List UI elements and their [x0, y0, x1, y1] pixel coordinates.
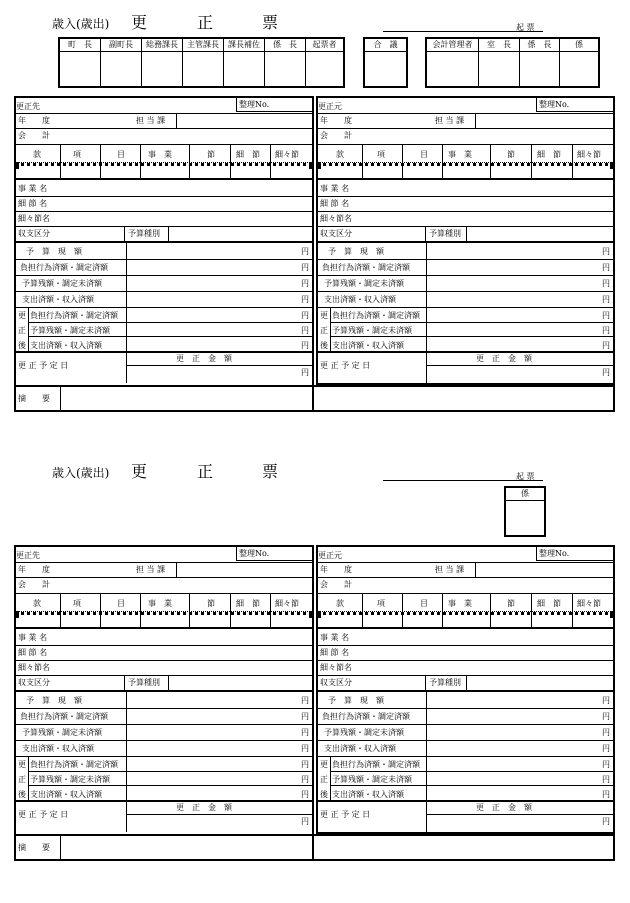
after-side-1: 更	[320, 760, 328, 769]
stamp-cell[interactable]: 係	[506, 488, 544, 535]
row-shishutsu: 支出済額・収入済額	[324, 744, 396, 753]
after-row-futan: 負担行為済額・調定済額	[332, 760, 420, 769]
col-kan: 款	[33, 599, 41, 608]
form-title-char-3: 票	[262, 13, 281, 32]
yen: 円	[301, 341, 309, 350]
jigyo-label: 事 業 名	[320, 633, 350, 642]
form-title-char-2: 正	[197, 462, 216, 481]
kosei-yotei-label: 更 正 予 定 日	[320, 810, 371, 819]
row-zan: 予算残額・調定未済額	[324, 279, 404, 288]
stamp-cell[interactable]: 町 長	[60, 39, 101, 86]
left-panel-head: 更正先	[16, 102, 40, 111]
tekiyo-label: 摘 要	[18, 394, 50, 403]
yosan-shubetsu-label: 予算種別	[128, 678, 160, 687]
after-row-shishutsu: 支出済額・収入済額	[30, 790, 102, 799]
yen: 円	[602, 368, 610, 377]
nendo-label: 年 度	[18, 116, 50, 125]
col-setsu: 節	[507, 150, 515, 159]
yen: 円	[602, 817, 610, 826]
col-moku: 目	[117, 599, 125, 608]
col-jigyo: 事 業	[448, 150, 472, 159]
form-title-char-1: 更	[131, 13, 150, 32]
tekiyo-box[interactable]	[14, 385, 615, 412]
col-setsu: 節	[507, 599, 515, 608]
col-ko: 項	[377, 150, 385, 159]
yen: 円	[602, 790, 610, 799]
tekiyo-label: 摘 要	[18, 843, 50, 852]
after-row-zan: 予算残額・調定未済額	[332, 326, 412, 335]
shushi-label: 収支区分	[320, 678, 352, 687]
kosei-kingaku-label: 更 正 金 額	[476, 354, 532, 363]
kosei-yotei-label: 更 正 予 定 日	[320, 361, 371, 370]
row-zan: 予算残額・調定未済額	[324, 728, 404, 737]
after-side-3: 後	[18, 341, 26, 350]
after-side-3: 後	[320, 790, 328, 799]
yosan-shubetsu-label: 予算種別	[128, 229, 160, 238]
tanto-label: 担 当 課	[136, 116, 166, 125]
yen: 円	[301, 744, 309, 753]
kaikei-label: 会 計	[320, 580, 352, 589]
stamp-cell[interactable]: 総務課長	[142, 39, 183, 86]
yen: 円	[602, 295, 610, 304]
seiri-label: 整理No.	[239, 549, 270, 558]
yen: 円	[602, 696, 610, 705]
col-ko: 項	[73, 599, 81, 608]
row-shishutsu: 支出済額・収入済額	[22, 295, 94, 304]
stamp-cell[interactable]: 起票者	[306, 39, 343, 86]
form-lower	[0, 449, 630, 899]
stamp-cell[interactable]: 室 長	[479, 39, 520, 86]
shushi-label: 収支区分	[18, 678, 50, 687]
seiri-label: 整理No.	[239, 100, 270, 109]
jigyo-label: 事 業 名	[18, 184, 48, 193]
col-saisai: 細々節	[275, 599, 299, 608]
row-futan: 負担行為済額・調定済額	[20, 712, 108, 721]
kian-label: 起 票	[516, 472, 535, 481]
col-saisai: 細々節	[577, 599, 601, 608]
col-saisetsu: 細 節	[236, 150, 260, 159]
seiri-label: 整理No.	[539, 100, 570, 109]
stamp-cell[interactable]: 係 長	[520, 39, 560, 86]
nendo-label: 年 度	[18, 565, 50, 574]
yen: 円	[602, 728, 610, 737]
yen: 円	[602, 326, 610, 335]
after-side-2: 正	[18, 326, 26, 335]
yosan-shubetsu-label: 予算種別	[429, 678, 461, 687]
yen: 円	[602, 311, 610, 320]
col-saisetsu: 細 節	[236, 599, 260, 608]
yen: 円	[602, 744, 610, 753]
col-setsu: 節	[207, 599, 215, 608]
kian-label: 起 票	[516, 23, 535, 32]
approval-stamp-box-accounting	[425, 37, 600, 88]
col-ko: 項	[377, 599, 385, 608]
col-saisai: 細々節	[577, 150, 601, 159]
after-side-1: 更	[320, 311, 328, 320]
row-yosan: 予 算 現 額	[328, 247, 384, 256]
stamp-cell[interactable]: 係 長	[265, 39, 306, 86]
form-title-char-1: 更	[131, 462, 150, 481]
after-row-zan: 予算残額・調定未済額	[30, 775, 110, 784]
yen: 円	[301, 326, 309, 335]
form-upper	[0, 0, 630, 450]
yosan-shubetsu-label: 予算種別	[429, 229, 461, 238]
row-shishutsu: 支出済額・収入済額	[324, 295, 396, 304]
saisai-label: 細々節名	[18, 663, 50, 672]
tanto-label: 担 当 課	[435, 565, 465, 574]
col-ko: 項	[73, 150, 81, 159]
kaikei-label: 会 計	[18, 131, 50, 140]
nendo-label: 年 度	[320, 116, 352, 125]
right-panel-head: 更正元	[318, 551, 342, 560]
col-moku: 目	[117, 150, 125, 159]
yen: 円	[602, 279, 610, 288]
saisetsu-label: 細 節 名	[18, 199, 48, 208]
kaikei-label: 会 計	[320, 131, 352, 140]
yen: 円	[301, 696, 309, 705]
after-side-2: 正	[320, 326, 328, 335]
jigyo-label: 事 業 名	[18, 633, 48, 642]
saisai-label: 細々節名	[320, 663, 352, 672]
after-side-3: 後	[18, 790, 26, 799]
col-saisai: 細々節	[275, 150, 299, 159]
yen: 円	[301, 247, 309, 256]
yen: 円	[602, 712, 610, 721]
after-row-zan: 予算残額・調定未済額	[332, 775, 412, 784]
after-side-2: 正	[18, 775, 26, 784]
saisai-label: 細々節名	[320, 214, 352, 223]
col-kan: 款	[336, 150, 344, 159]
col-saisetsu: 細 節	[537, 599, 561, 608]
yen: 円	[301, 790, 309, 799]
stamp-cell[interactable]: 合 議	[365, 39, 406, 86]
right-panel	[316, 96, 615, 385]
col-kan: 款	[33, 150, 41, 159]
after-row-shishutsu: 支出済額・収入済額	[30, 341, 102, 350]
yen: 円	[301, 311, 309, 320]
approval-stamp-box-main	[58, 37, 345, 88]
row-zan: 予算残額・調定未済額	[22, 728, 102, 737]
col-jigyo: 事 業	[148, 599, 172, 608]
approval-stamp-box-single	[504, 486, 546, 537]
kosei-kingaku-label: 更 正 金 額	[476, 803, 532, 812]
tanto-label: 担 当 課	[136, 565, 166, 574]
after-row-futan: 負担行為済額・調定済額	[30, 311, 118, 320]
yen: 円	[602, 760, 610, 769]
stamp-cell[interactable]: 課長補佐	[224, 39, 265, 86]
row-yosan: 予 算 現 額	[26, 696, 82, 705]
kosei-yotei-label: 更 正 予 定 日	[18, 810, 69, 819]
after-side-1: 更	[18, 311, 26, 320]
shushi-label: 収支区分	[18, 229, 50, 238]
tekiyo-box[interactable]	[14, 834, 615, 861]
yen: 円	[602, 263, 610, 272]
after-row-futan: 負担行為済額・調定済額	[30, 760, 118, 769]
after-row-zan: 予算残額・調定未済額	[30, 326, 110, 335]
form-title-char-2: 正	[197, 13, 216, 32]
left-panel	[14, 545, 314, 861]
yen: 円	[301, 295, 309, 304]
col-jigyo: 事 業	[148, 150, 172, 159]
yen: 円	[301, 712, 309, 721]
left-panel-head: 更正先	[16, 551, 40, 560]
yen: 円	[301, 760, 309, 769]
row-yosan: 予 算 現 額	[26, 247, 82, 256]
kaikei-label: 会 計	[18, 580, 50, 589]
col-jigyo: 事 業	[448, 599, 472, 608]
after-row-futan: 負担行為済額・調定済額	[332, 311, 420, 320]
saisetsu-label: 細 節 名	[320, 199, 350, 208]
stamp-cell[interactable]: 会計管理者	[427, 39, 479, 86]
form-title-prefix: 歳入(歳出)	[52, 17, 110, 31]
after-row-shishutsu: 支出済額・収入済額	[332, 341, 404, 350]
left-panel	[14, 96, 314, 412]
yen: 円	[301, 279, 309, 288]
saisetsu-label: 細 節 名	[320, 648, 350, 657]
form-title-prefix: 歳入(歳出)	[52, 466, 110, 480]
after-side-1: 更	[18, 760, 26, 769]
seiri-label: 整理No.	[539, 549, 570, 558]
col-saisetsu: 細 節	[537, 150, 561, 159]
form-title-char-3: 票	[262, 462, 281, 481]
yen: 円	[602, 247, 610, 256]
kosei-kingaku-label: 更 正 金 額	[176, 803, 232, 812]
row-futan: 負担行為済額・調定済額	[20, 263, 108, 272]
row-shishutsu: 支出済額・収入済額	[22, 744, 94, 753]
yen: 円	[602, 775, 610, 784]
kosei-yotei-label: 更 正 予 定 日	[18, 361, 69, 370]
stamp-cell[interactable]: 副町長	[101, 39, 142, 86]
jigyo-label: 事 業 名	[320, 184, 350, 193]
row-futan: 負担行為済額・調定済額	[322, 712, 410, 721]
stamp-cell[interactable]: 係	[560, 39, 598, 86]
yen: 円	[301, 263, 309, 272]
col-setsu: 節	[207, 150, 215, 159]
nendo-label: 年 度	[320, 565, 352, 574]
saisetsu-label: 細 節 名	[18, 648, 48, 657]
approval-stamp-box-consult	[363, 37, 408, 88]
after-side-3: 後	[320, 341, 328, 350]
yen: 円	[602, 341, 610, 350]
after-row-shishutsu: 支出済額・収入済額	[332, 790, 404, 799]
row-futan: 負担行為済額・調定済額	[322, 263, 410, 272]
row-yosan: 予 算 現 額	[328, 696, 384, 705]
col-moku: 目	[420, 150, 428, 159]
yen: 円	[301, 817, 309, 826]
right-panel-head: 更正元	[318, 102, 342, 111]
yen: 円	[301, 368, 309, 377]
right-panel	[316, 545, 615, 834]
yen: 円	[301, 775, 309, 784]
yen: 円	[301, 728, 309, 737]
col-kan: 款	[336, 599, 344, 608]
kosei-kingaku-label: 更 正 金 額	[176, 354, 232, 363]
stamp-cell[interactable]: 主管課長	[183, 39, 224, 86]
after-side-2: 正	[320, 775, 328, 784]
saisai-label: 細々節名	[18, 214, 50, 223]
shushi-label: 収支区分	[320, 229, 352, 238]
row-zan: 予算残額・調定未済額	[22, 279, 102, 288]
col-moku: 目	[420, 599, 428, 608]
tanto-label: 担 当 課	[435, 116, 465, 125]
